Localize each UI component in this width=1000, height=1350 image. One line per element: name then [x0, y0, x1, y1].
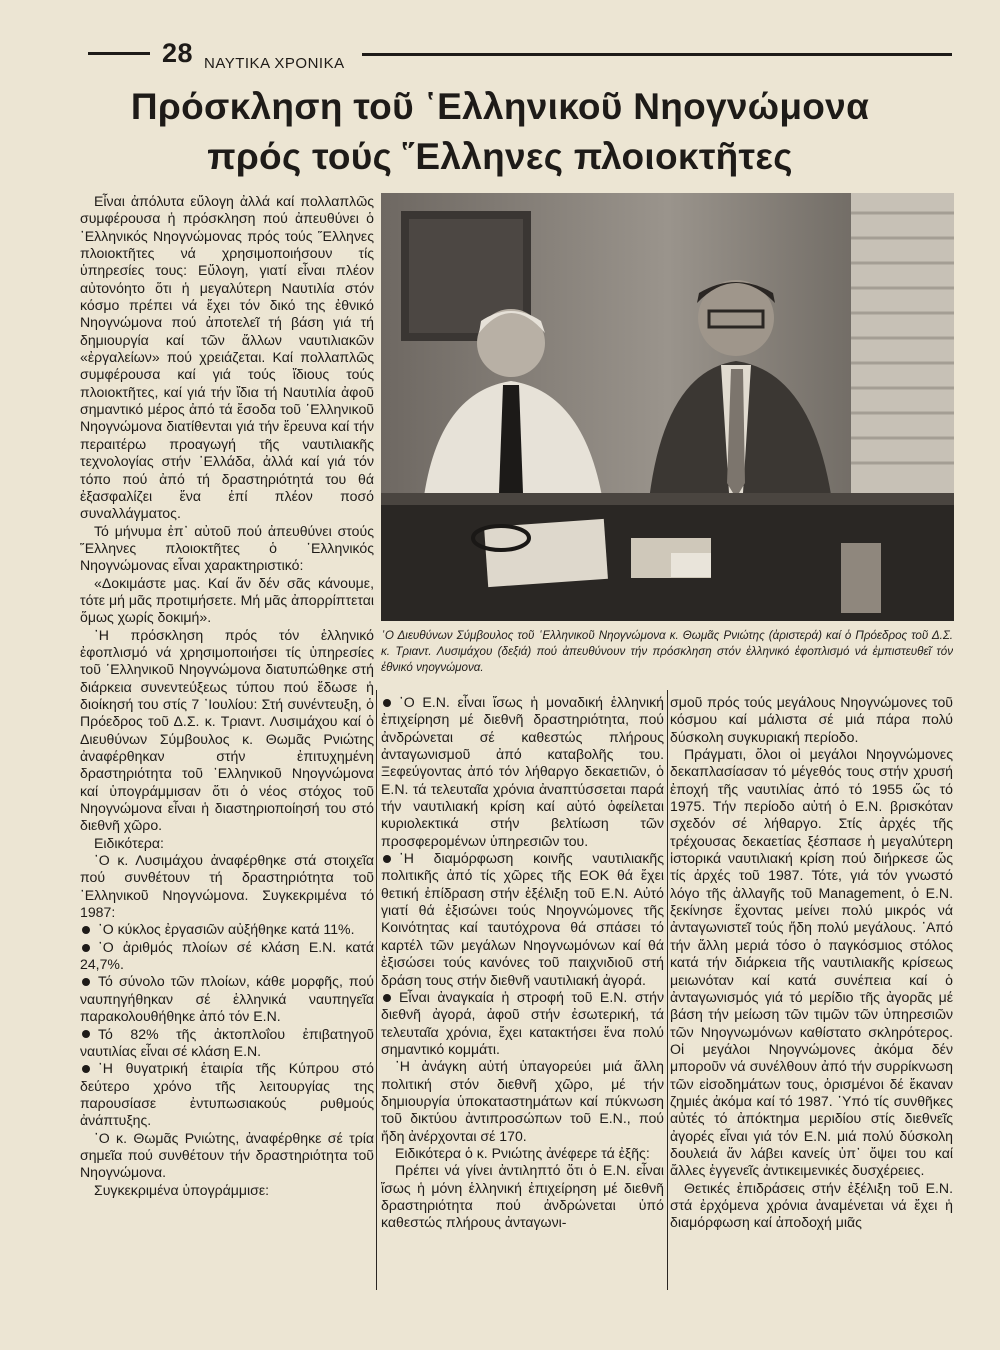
quote-paragraph: «Δοκιμάστε μας. Καί ἄν δέν σᾶς κάνουμε, τότε μή μᾶς προτιμήσετε. Μή μᾶς ἀπορρίπτεται ὅμως χωρίς δοκιμή». — [80, 574, 374, 626]
paragraph: ῾Ο κ. Θωμᾶς Ρνιώτης, ἀναφέρθηκε σέ τρία σημεῖα πού συνθέτουν τήν δραστηριότητα τοῦ Νηογνώμονα. — [80, 1129, 374, 1181]
bullet-icon — [82, 978, 90, 986]
paragraph: Πρέπει νά γίνει ἀντιληπτό ὅτι ὁ Ε.Ν. εἶναι ἴσως ἡ μόνη ἑλληνική ἐπιχείρηση μέ διεθνῆ δραστηριότητα πού ἀνδρώνεται ὑπό καθεστώς πλήρους ἀνταγωνι- — [381, 1162, 664, 1231]
paragraph: Ειδικότερα: — [94, 834, 164, 851]
magazine-name: ΝΑΥΤΙΚΑ ΧΡΟΝΙΚΑ — [204, 55, 345, 72]
paragraph: Συγκεκριμένα ὑπογράμμισε: — [94, 1181, 270, 1198]
header-rule-left — [88, 52, 150, 55]
bullet-icon — [82, 1065, 90, 1073]
column-divider — [376, 690, 377, 1290]
column-2 — [381, 694, 664, 1232]
bullet-text: ῾Η θυγατρική ἑταιρία τῆς Κύπρου στό δεύτερο χρόνο τῆς λειτουργίας της παρουσίασε ἐντυπωσιακούς ρυθμούς ἀνάπτυξης. — [80, 1060, 374, 1129]
bullet-icon — [383, 699, 391, 707]
article-title — [60, 82, 940, 182]
paragraph: ῾Η πρόσκληση πρός τόν ἑλληνικό ἐφοπλισμό νά χρησιμοποιήσει τίς ὑπηρεσίες τοῦ ῾Ελληνικοῦ Νηογνώμονα διατυπώθηκε στή διάρκεια συνεντεύξεως τύπου πού ἔδωσε ἡ διοίκησή του στίς 7 ᾿Ιουλίου: Στή συνέντευξη, ὁ Πρόεδρος τοῦ Δ.Σ. κ. Τριαντ. Λυσιμάχου καί ὁ Διευθύνων Σύμβουλος κ. Θωμᾶς Ρνιώτης ἀναφέρθηκαν στήν ἐπιτυχημένη δραστηριότητα τοῦ ῾Ελληνικοῦ Νηογνώμονα καί ὑπογράμμισαν ὅτι ὁ νέος στόχος τοῦ Νηογνώμονα εἶναι ἡ διαστηριοποίησή του στό διεθνῆ χῶρο. — [80, 626, 374, 834]
paragraph: Θετικές ἐπιδράσεις στήν ἐξέλιξη τοῦ Ε.Ν. στά ἐρχόμενα χρόνια ἀναμένεται νά ἔχει ἡ διαμόρφωση καί ἀποδοχή μιᾶς — [670, 1179, 953, 1231]
bullet-text: ῾Ο Ε.Ν. εἶναι ἴσως ἡ μοναδική ἑλληνική ἐπιχείρηση μέ διεθνῆ δραστηριότητα, πού ἀνδρώνεται σέ καθεστώς πλήρους ἀνταγωνισμοῦ ἀπό καταβολῆς του. Ξεφεύγοντας ἀπό τόν λήθαργο δεκαετιῶν, ὁ Ε.Ν. τά τελευταῖα χρόνια ἀναπτύσσεται παρά τήν ναυτιλιακή κρίση καί αὐτό ὀφείλεται κυριολεκτικά στήν βελτίωση τῶν προσφερομένων ὑπηρεσιῶν του. — [381, 694, 664, 849]
bullet-item — [381, 989, 664, 1058]
page-number: 28 — [162, 38, 194, 68]
paragraph: ῾Η ἀνάγκη αὐτή ὑπαγορεύει μιά ἄλλη πολιτική στόν διεθνῆ χῶρο, μέ τήν δημιουργία ὑποκαταστημάτων καί πύκνωση τοῦ δικτύου ἀντιπροσώπων τοῦ Ε.Ν., πού ἤδη ἀνέρχονται σέ 170. — [381, 1058, 664, 1144]
photo-caption: ῾Ο Διευθύνων Σύμβουλος τοῦ ῾Ελληνικοῦ Νηογνώμονα κ. Θωμᾶς Ρνιώτης (ἀριστερά) καί ὁ Πρόεδρος τοῦ Δ.Σ. κ. Τριαντ. Λυσιμάχου (δεξιά) πού ἀπευθύνουν τήν πρόσκληση στόν ἑλληνικό ἐφοπλισμό νά ἐμπιστευθεῖ τόν ἐθνικό νηογνώμονα. — [381, 629, 953, 674]
paragraph: Πράγματι, ὅλοι οἱ μεγάλοι Νηογνώμονες δεκαπλασίασαν τό μέγεθός τους στήν χρυσή ἐποχή τῆς ναυτιλίας ἀπό τό 1955 ὥς τό 1975. Τήν περίοδο αὐτή ὁ Ε.Ν. βρισκόταν σχεδόν σέ λήθαργο. Στίς ἀρχές τῆς τρέχουσας δεκαετίας ξέσπασε ἡ μεγαλύτερη ἱστορικά ναυτιλιακή κρίση πού διήρκεσε ὥς τίς ἀρχές τοῦ 1987. Τότε, γιά τόν γνωστό λόγο τῆς ἀλλαγῆς τοῦ Management, ὁ Ε.Ν. ξεκίνησε ἔχοντας μείνει πολύ μικρός νά ἀνταγωνιστεῖ τούς ἤδη πολύ μεγάλους. ᾿Από τήν ἄλλη μεριά τόσο ὁ παγκόσμιος στόλος κατά τήν διάρκεια τῆς ναυτιλιακῆς κρίσεως μειωνόταν καί κατά συνέπεια καί ὁ ἀνταγωνισμός γιά τό μερίδιο τῆς ἀγορᾶς μέ βάση τήν μείωση τῶν τιμῶν τῶν ὑπηρεσιῶν τῶν Νηογνωμόνων καθίστατο σκληρότερος. Οἱ μεγάλοι Νηογνώμονες ἀκόμα δέν μποροῦν νά συνέλθουν ἀπό τήν συρρίκνωση τῶν εἰσοδημάτων τους, ὁρισμένοι δέ ἔκαναν ζημιές ἀκόμα καί τό 1987. ῾Υπό τίς συνθῆκες αὐτές τό ἀπόκτημα μεριδίου στίς διεθνεῖς ἀγορές εἶναι γιά τόν Ε.Ν. μιά πολύ δύσκολη δουλειά ἄν λάβει κανείς ὑπ᾽ ὄψει του καί ἄλλες ἐγγενεῖς ἀντικειμενικές δυσχέρειες. — [670, 746, 953, 1179]
title-line-1: Πρόσκληση τοῦ ῾Ελληνικοῦ Νηογνώμονα — [130, 86, 870, 127]
paragraph: Εἶναι ἀπόλυτα εὔλογη ἀλλά καί πολλαπλῶς συμφέρουσα ἡ πρόσκληση πού ἀπευθύνει ὁ ῾Ελληνικός Νηογνώμονας πρός τούς ῞Ελληνες πλοιοκτῆτες νά χρησιμοποιήσουν τίς ὑπηρεσίες τους: Εὔλογη, γιατί εἶναι πλέον αὐτονόητο ὅτι ἡ μεγαλύτερη Ναυτιλία στόν κόσμο πρέπει νά ἔχει τόν δικό της ἐθνικό Νηογνώμονα πού ἀποτελεῖ τή βάση γιά τή δημιουργία καί τῶν ἄλλων ναυτιλιακῶν «ἐργαλείων» πού χρειάζεται. Καί πολλαπλῶς συμφέρουσα καί γιά τούς ἴδιους τούς πλοιοκτῆτες, καί γιά τήν ἴδια τή Ναυτιλία ἀφοῦ σημαντικό μέρος ἀπό τά ἔσοδα τοῦ ῾Ελληνικοῦ Νηογνώμονα διατίθενται γιά τήν ἔρευνα καί τήν περαιτέρω προαγωγή τῆς ναυτιλιακῆς τεχνολογίας στήν ῾Ελλάδα, ἀλλά καί γιά τόν τόπο πού ἀπό τή δραστηριότητά του θά ἐξασφαλίζει ἕνα ἐπί πλέον ποσό συναλλάγματος. — [80, 193, 374, 522]
bullet-icon — [82, 944, 90, 952]
bullet-item — [80, 1060, 374, 1129]
bullet-text: Εἶναι ἀναγκαία ἡ στροφή τοῦ Ε.Ν. στήν διεθνῆ ἀγορά, ἀφοῦ στήν ἐσωτερική, τά τελευταῖα χρόνια, ἔχει κατακτήσει ἕνα πολύ σημαντικό κομμάτι. — [381, 988, 664, 1057]
bullet-item — [80, 939, 374, 974]
bullet-item — [381, 850, 664, 989]
bullet-icon — [383, 994, 391, 1002]
header-rule-right — [362, 53, 952, 56]
bullet-icon — [383, 855, 391, 863]
bullet-text: ῾Ο κύκλος ἐργασιῶν αὐξήθηκε κατά 11%. — [98, 921, 355, 938]
photo-illustration — [381, 193, 954, 621]
article-photo — [381, 193, 954, 621]
column-divider — [667, 690, 668, 1290]
bullet-item — [80, 973, 374, 1025]
bullet-text: ῾Ο ἀριθμός πλοίων σέ κλάση Ε.Ν. κατά 24,7%. — [80, 938, 374, 973]
bullet-icon — [82, 926, 90, 934]
title-line-2: πρός τούς ῞Ελληνες πλοιοκτῆτες — [207, 136, 793, 177]
column-3 — [670, 694, 953, 1232]
paragraph: Ειδικότερα ὁ κ. Ρνιώτης ἀνέφερε τά ἐξῆς: — [395, 1144, 650, 1161]
bullet-icon — [82, 1030, 90, 1038]
paragraph: σμοῦ πρός τούς μεγάλους Νηογνώμονες τοῦ κόσμου καί μάλιστα σέ μιά πάρα πολύ δύσκολη συγκυριακή περίοδο. — [670, 694, 953, 745]
paragraph: ῾Ο κ. Λυσιμάχου ἀναφέρθηκε στά στοιχεῖα πού συνθέτουν τή δραστηριότητα τοῦ ῾Ελληνικοῦ Νηογνώμονα. Συγκεκριμένα τό 1987: — [80, 852, 374, 921]
bullet-item — [80, 1026, 374, 1061]
bullet-text: ῾Η διαμόρφωση κοινῆς ναυτιλιακῆς πολιτικῆς ἀπό τίς χῶρες τῆς ΕΟΚ θά ἔχει θετική ἐπίδραση στήν ἐξέλιξη τοῦ Ε.Ν. Αὐτό γιατί θά ἐξισώνει τούς Νηογνώμονες τῆς Κοινότητας καί ταυτόχρονα θά σπάσει τό καρτέλ τῶν μεγάλων Νηογνωμόνων καί θά ἐξισώσει τούς κανόνες τοῦ παιχνιδιοῦ στή δράση τους στήν διεθνῆ ναυτιλιακή ἀγορά. — [381, 850, 664, 988]
paragraph: Τό μήνυμα ἐπ᾽ αὐτοῦ πού ἀπευθύνει στούς ῞Ελληνες πλοιοκτῆτες ὁ ῾Ελληνικός Νηογνώμονας εἶναι χαρακτηριστικό: — [80, 522, 374, 574]
bullet-item — [80, 921, 374, 938]
bullet-item — [381, 694, 664, 850]
bullet-text: Τό 82% τῆς ἀκτοπλοΐου ἐπιβατηγοῦ ναυτιλίας εἶναι σέ κλάση Ε.Ν. — [80, 1025, 374, 1059]
bullet-text: Τό σύνολο τῶν πλοίων, κάθε μορφῆς, πού ναυπηγήθηκαν σέ ἑλληνικά ναυπηγεῖα παρακολουθήθηκε ἀπό τόν Ε.Ν. — [80, 973, 374, 1025]
column-1 — [80, 193, 374, 1199]
